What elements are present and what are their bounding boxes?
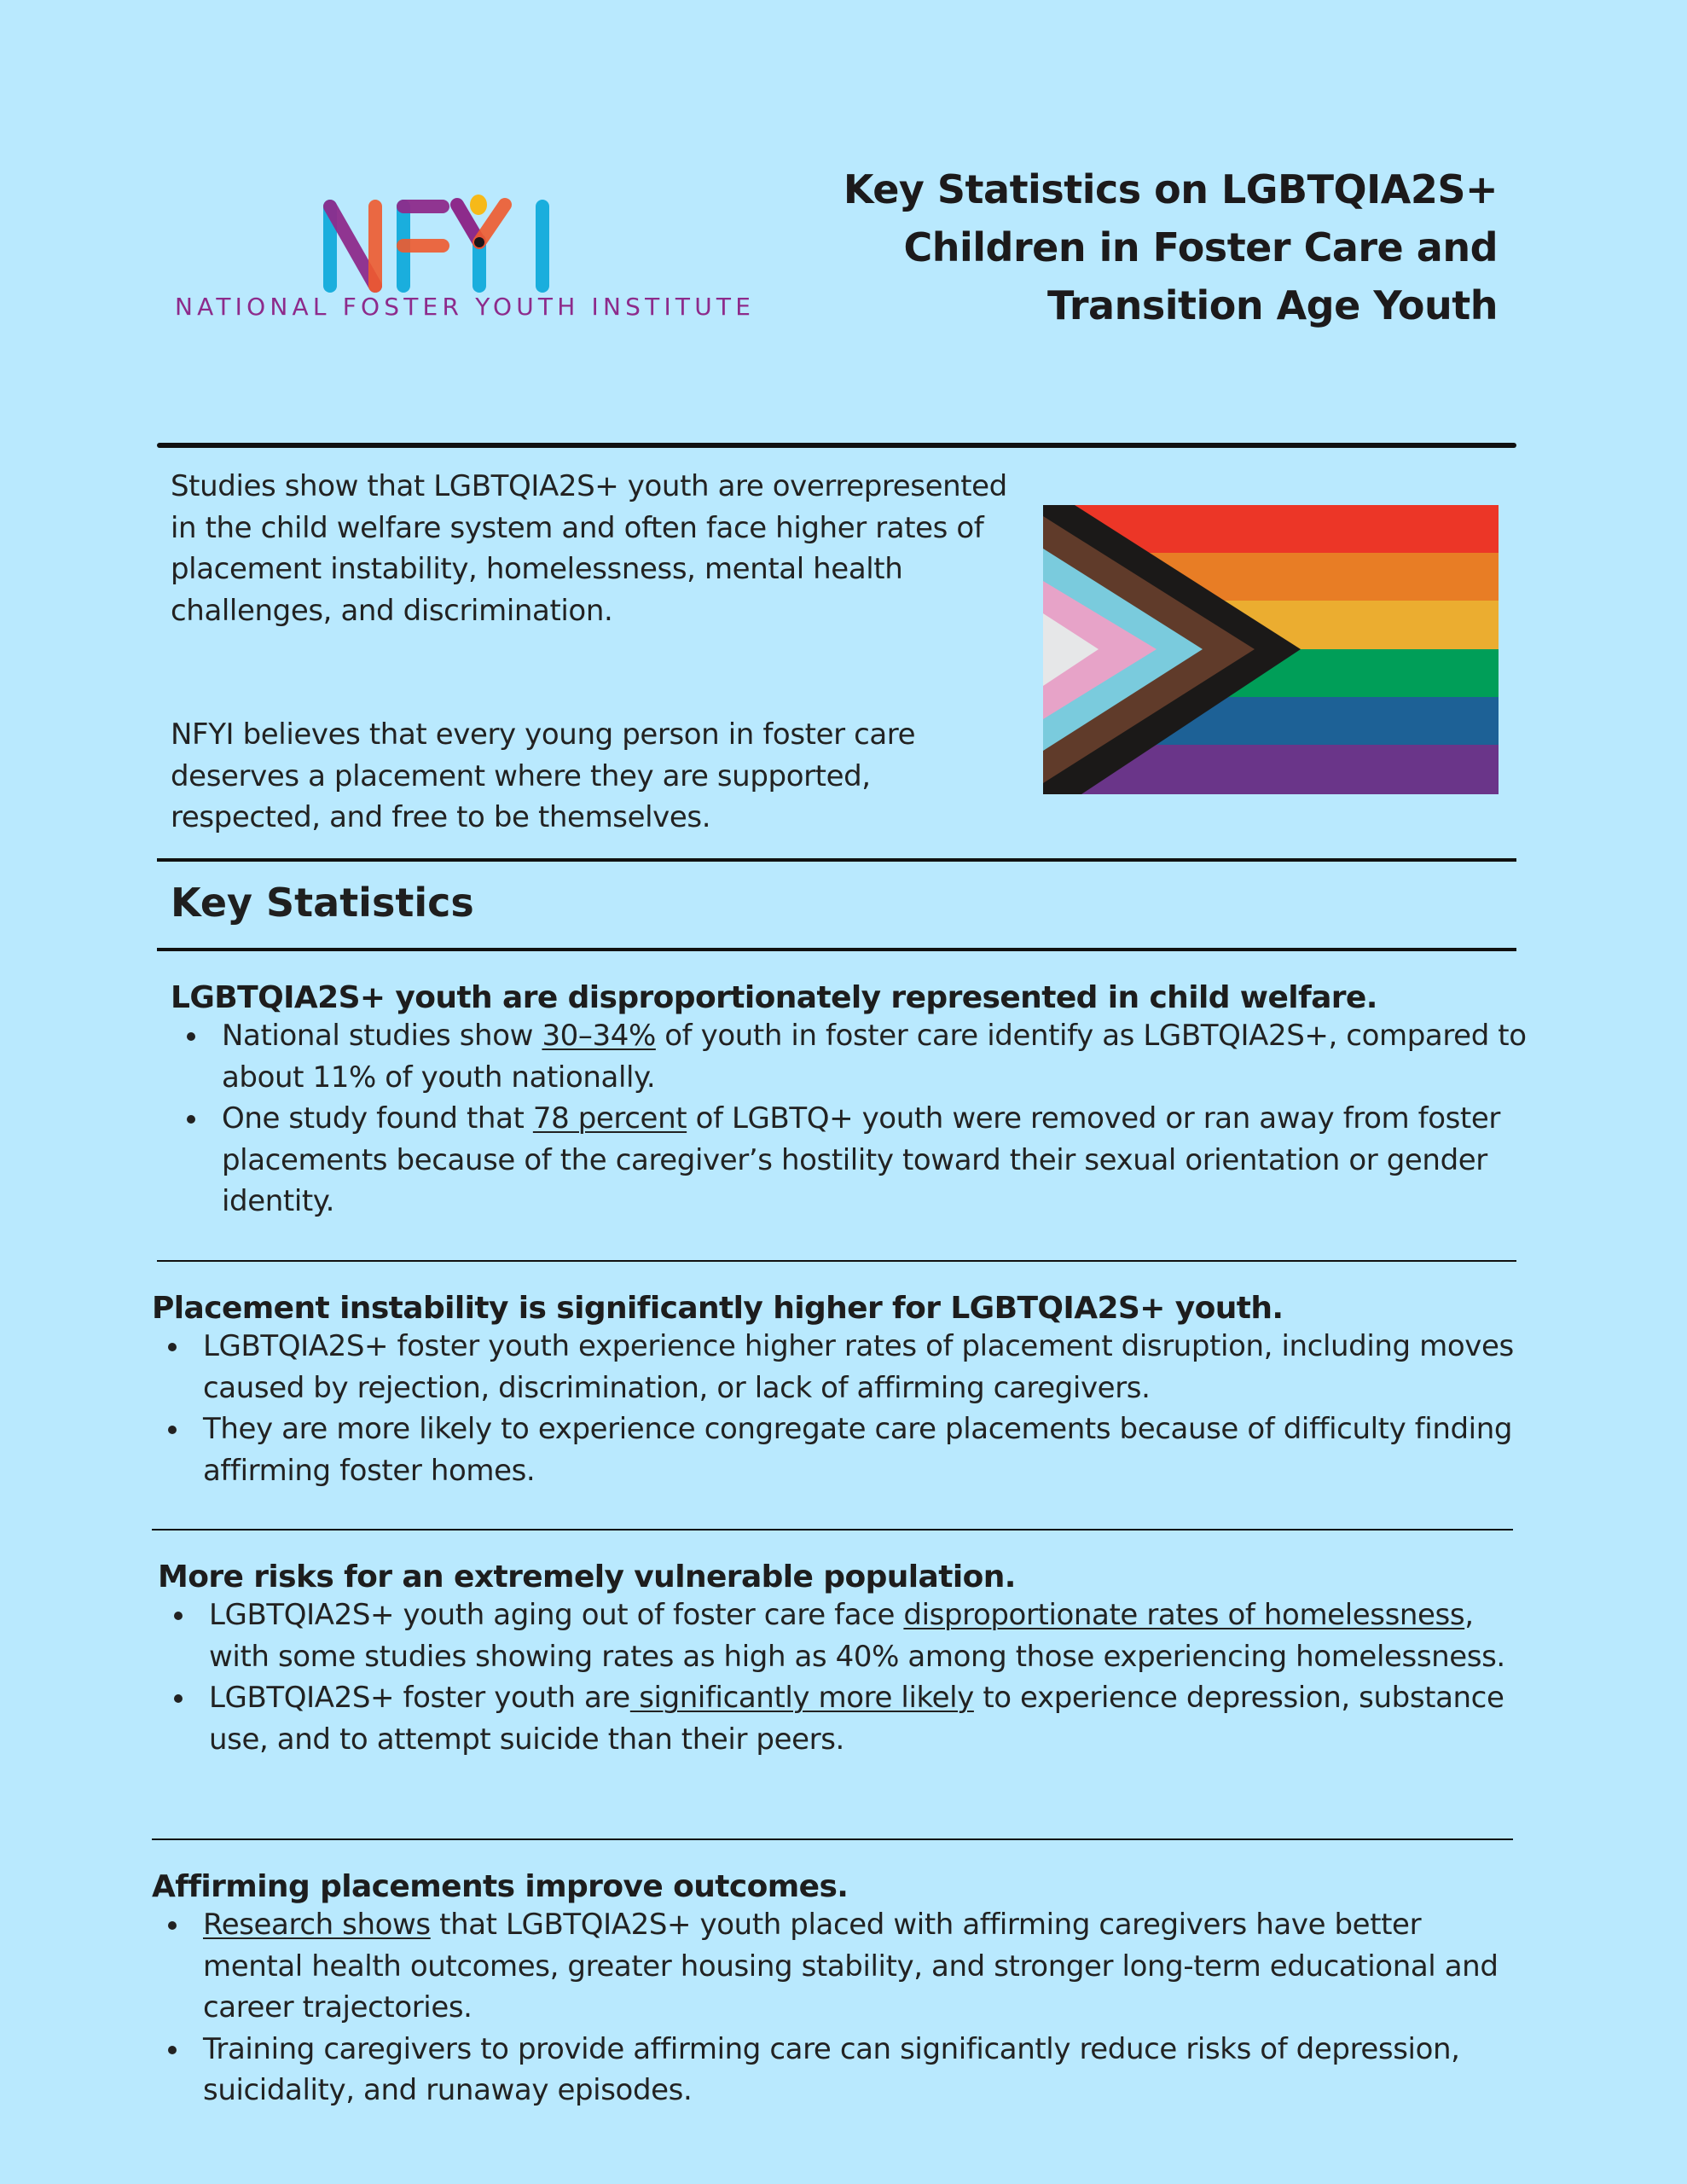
bullet-text: LGBTQIA2S+ youth aging out of foster care face bbox=[209, 1598, 904, 1632]
divider bbox=[157, 443, 1516, 448]
bullet-text: LGBTQIA2S+ foster youth are bbox=[209, 1681, 630, 1715]
org-name: NATIONAL FOSTER YOUTH INSTITUTE bbox=[175, 293, 756, 321]
title-line: Key Statistics on LGBTQIA2S+ bbox=[843, 166, 1498, 212]
bullet-text: of LGBTQ+ youth were removed or ran away from foster placements because of the caregiver’s hostility toward their sexual orientation or gender identity. bbox=[222, 1101, 1500, 1218]
bullet-list bbox=[152, 1326, 1516, 1491]
page-title bbox=[815, 160, 1498, 334]
list-item bbox=[152, 1904, 1516, 2029]
stat-section bbox=[171, 980, 1527, 1223]
title-line: Transition Age Youth bbox=[1047, 282, 1498, 328]
source-link[interactable]: disproportionate rates of homelessness bbox=[903, 1598, 1465, 1632]
section-heading: Affirming placements improve outcomes. bbox=[152, 1869, 849, 1904]
list-item: They are more likely to experience congregate care placements because of difficulty finding affirming foster homes. bbox=[152, 1409, 1516, 1491]
bullet-list bbox=[152, 1904, 1516, 2111]
divider bbox=[152, 1838, 1513, 1840]
title-line: Children in Foster Care and bbox=[903, 224, 1498, 270]
source-link[interactable]: Research shows bbox=[203, 1908, 431, 1942]
key-statistics-heading: Key Statistics bbox=[171, 880, 474, 926]
section-heading: More risks for an extremely vulnerable population. bbox=[158, 1560, 1016, 1594]
intro-paragraph: NFYI believes that every young person in foster care deserves a placement where they are supported, respected, and free to be themselves. bbox=[171, 717, 916, 834]
bullet-list bbox=[158, 1594, 1522, 1760]
stat-section bbox=[152, 1869, 1516, 2111]
section-heading: LGBTQIA2S+ youth are disproportionately represented in child welfare. bbox=[171, 980, 1377, 1015]
bullet-text: of youth in foster care identify as LGBTQIA2S+, compared to about 11% of youth nationally. bbox=[222, 1019, 1527, 1095]
list-item bbox=[171, 1015, 1527, 1098]
logo-y-joint bbox=[474, 237, 484, 247]
list-item bbox=[171, 1098, 1527, 1223]
source-link[interactable]: 78 percent bbox=[532, 1101, 687, 1136]
divider bbox=[157, 858, 1516, 862]
bullet-text: , with some studies showing rates as high as 40% among those experiencing homelessness. bbox=[209, 1598, 1505, 1674]
stat-section bbox=[152, 1291, 1516, 1491]
list-item: Training caregivers to provide affirming care can significantly reduce risks of depression, suicidality, and runaway episodes. bbox=[152, 2029, 1516, 2111]
bullet-text: One study found that bbox=[222, 1101, 533, 1136]
source-link[interactable]: 30–34% bbox=[542, 1019, 656, 1053]
stat-section bbox=[158, 1560, 1522, 1760]
divider bbox=[152, 1529, 1513, 1531]
source-link[interactable]: significantly more likely bbox=[629, 1681, 974, 1715]
bullet-list bbox=[171, 1015, 1527, 1223]
logo-y-dot bbox=[470, 195, 487, 215]
intro-paragraph: Studies show that LGBTQIA2S+ youth are overrepresented in the child welfare system and often face higher rates of placement instability, homelessness, mental health challenges, and discrimination. bbox=[171, 469, 1007, 628]
section-heading: Placement instability is significantly higher for LGBTQIA2S+ youth. bbox=[152, 1291, 1284, 1326]
list-item bbox=[158, 1594, 1522, 1677]
list-item: LGBTQIA2S+ foster youth experience higher rates of placement disruption, including moves caused by rejection, discrimination, or lack of affirming caregivers. bbox=[152, 1326, 1516, 1409]
divider bbox=[157, 948, 1516, 951]
divider bbox=[157, 1260, 1516, 1262]
bullet-text: that LGBTQIA2S+ youth placed with affirming caregivers have better mental health outcomes, greater housing stability, and stronger long-term educational and career trajectories. bbox=[203, 1908, 1499, 2024]
list-item bbox=[158, 1677, 1522, 1760]
bullet-text: National studies show bbox=[222, 1019, 542, 1053]
bullet-text: to experience depression, substance use, and to attempt suicide than their peers. bbox=[209, 1681, 1504, 1757]
progress-pride-flag bbox=[1043, 505, 1499, 794]
